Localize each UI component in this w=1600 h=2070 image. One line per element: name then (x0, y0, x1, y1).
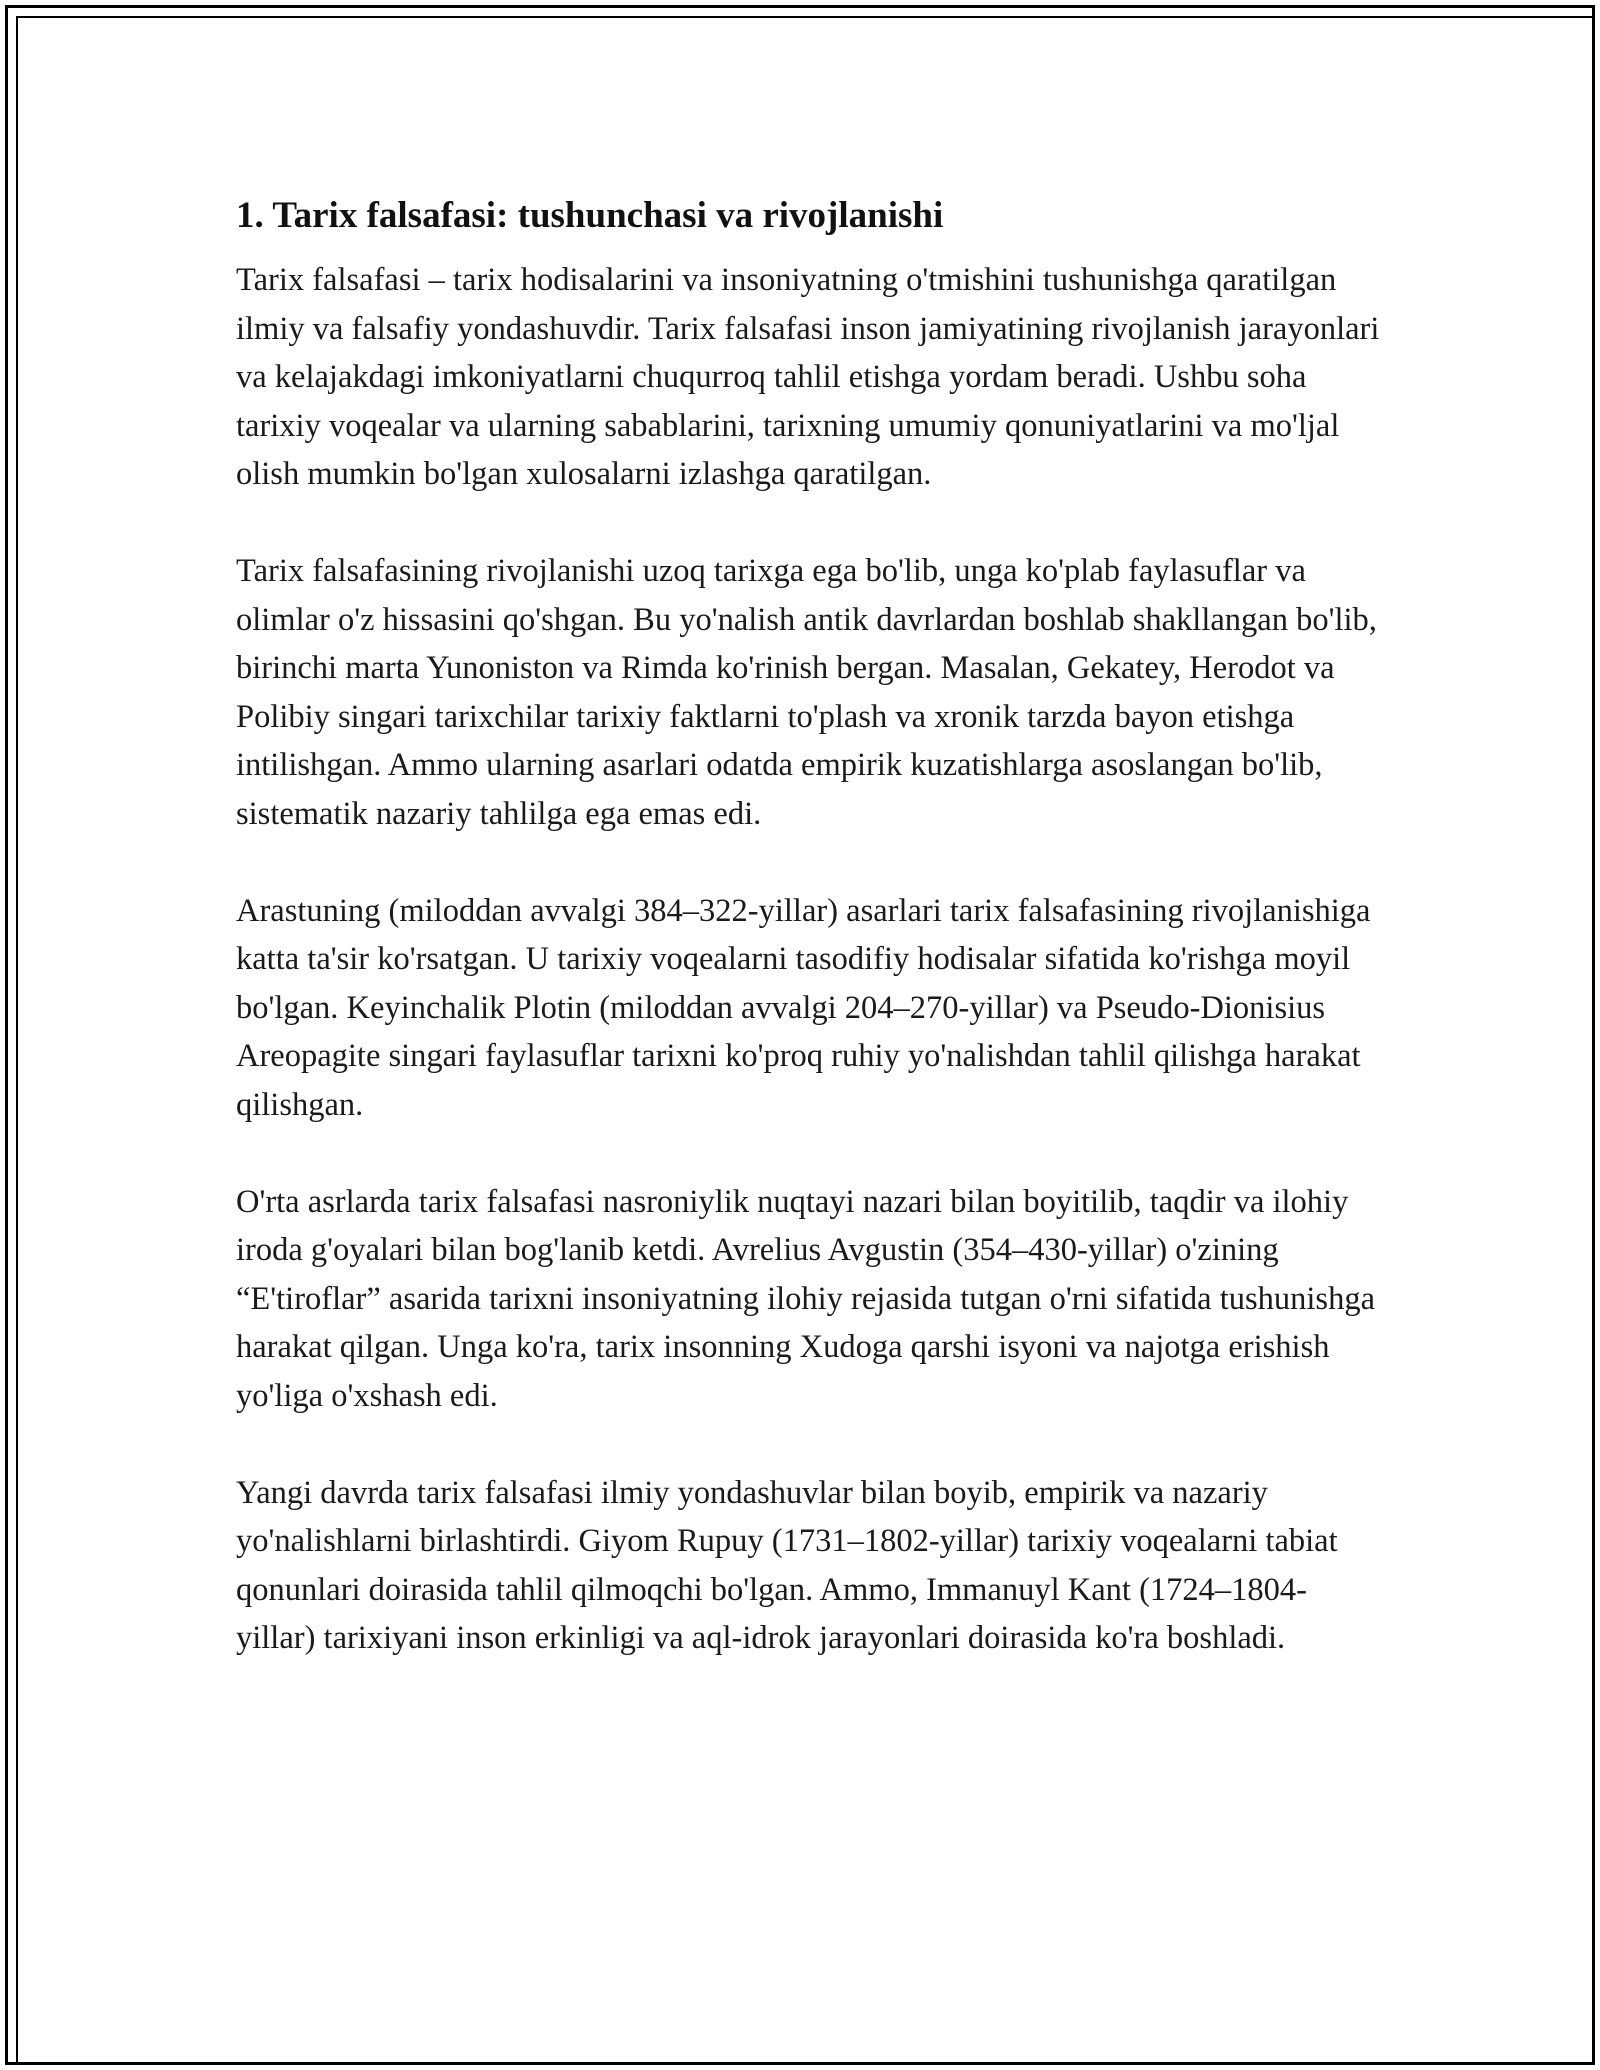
paragraph-antiquity: Tarix falsafasining rivojlanishi uzoq tarixga ega bo'lib, unga ko'plab faylasuflar va olimlar o'z hissasini qo'shgan. Bu yo'nalish antik davrlardan boshlab shakllangan bo'lib, birinchi marta Yunoniston va Rimda ko'rinish bergan. Masalan, Gekatey, Herodot va Polibiy singari tarixchilar tarixiy faktlarni to'plash va xronik tarzda bayon etishga intilishgan. Ammo ularning asarlari odatda empirik kuzatishlarga asoslangan bo'lib, sistematik nazariy tahlilga ega emas edi. (236, 553, 1377, 832)
paragraph-middle-ages: O'rta asrlarda tarix falsafasi nasroniylik nuqtayi nazari bilan boyitilib, taqdir va ilohiy iroda g'oyalari bilan bog'lanib ketdi. Avrelius Avgustin (354–430-yillar) o'zining “E'tiroflar” asarida tarixni insoniyatning ilohiy rejasida tutgan o'rni sifatida tushunishga harakat qilgan. Unga ko'ra, tarix insonning Xudoga qarshi isyoni va najotga erishish yo'liga o'xshash edi. (236, 1183, 1375, 1414)
paragraph-definition: Tarix falsafasi – tarix hodisalarini va insoniyatning o'tmishini tushunishga qaratilgan ilmiy va falsafiy yondashuvdir. Tarix falsafasi inson jamiyatining rivojlanish jarayonlari va kelajakdagi imkoniyatlarni chuqurroq tahlil etishga yordam beradi. Ushbu soha tarixiy voqealar va ularning sabablarini, tarixning umumiy qonuniyatlarini va mo'ljal olish mumkin bo'lgan xulosalarni izlashga qaratilgan. (236, 262, 1380, 492)
document-body (236, 188, 1386, 1711)
paragraph-modern-era: Yangi davrda tarix falsafasi ilmiy yondashuvlar bilan boyib, empirik va nazariy yo'nalishlarni birlashtirdi. Giyom Rupuy (1731–1802-yillar) tarixiy voqealarni tabiat qonunlari doirasida tahlil qilmoqchi bo'lgan. Ammo, Immanuyl Kant (1724–1804-yillar) tarixiyani inson erkinligi va aql-idrok jarayonlari doirasida ko'ra boshladi. (236, 1474, 1338, 1656)
paragraph-aristotle: Arastuning (miloddan avvalgi 384–322-yillar) asarlari tarix falsafasining rivojlanishiga katta ta'sir ko'rsatgan. U tarixiy voqealarni tasodifiy hodisalar sifatida ko'rishga moyil bo'lgan. Keyinchalik Plotin (miloddan avvalgi 204–270-yillar) va Pseudo-Dionisius Areopagite singari faylasuflar tarixni ko'proq ruhiy yo'nalishdan tahlil qilishga harakat qilishgan. (236, 892, 1371, 1123)
section-heading: 1. Tarix falsafasi: tushunchasi va rivojlanishi (236, 195, 944, 236)
